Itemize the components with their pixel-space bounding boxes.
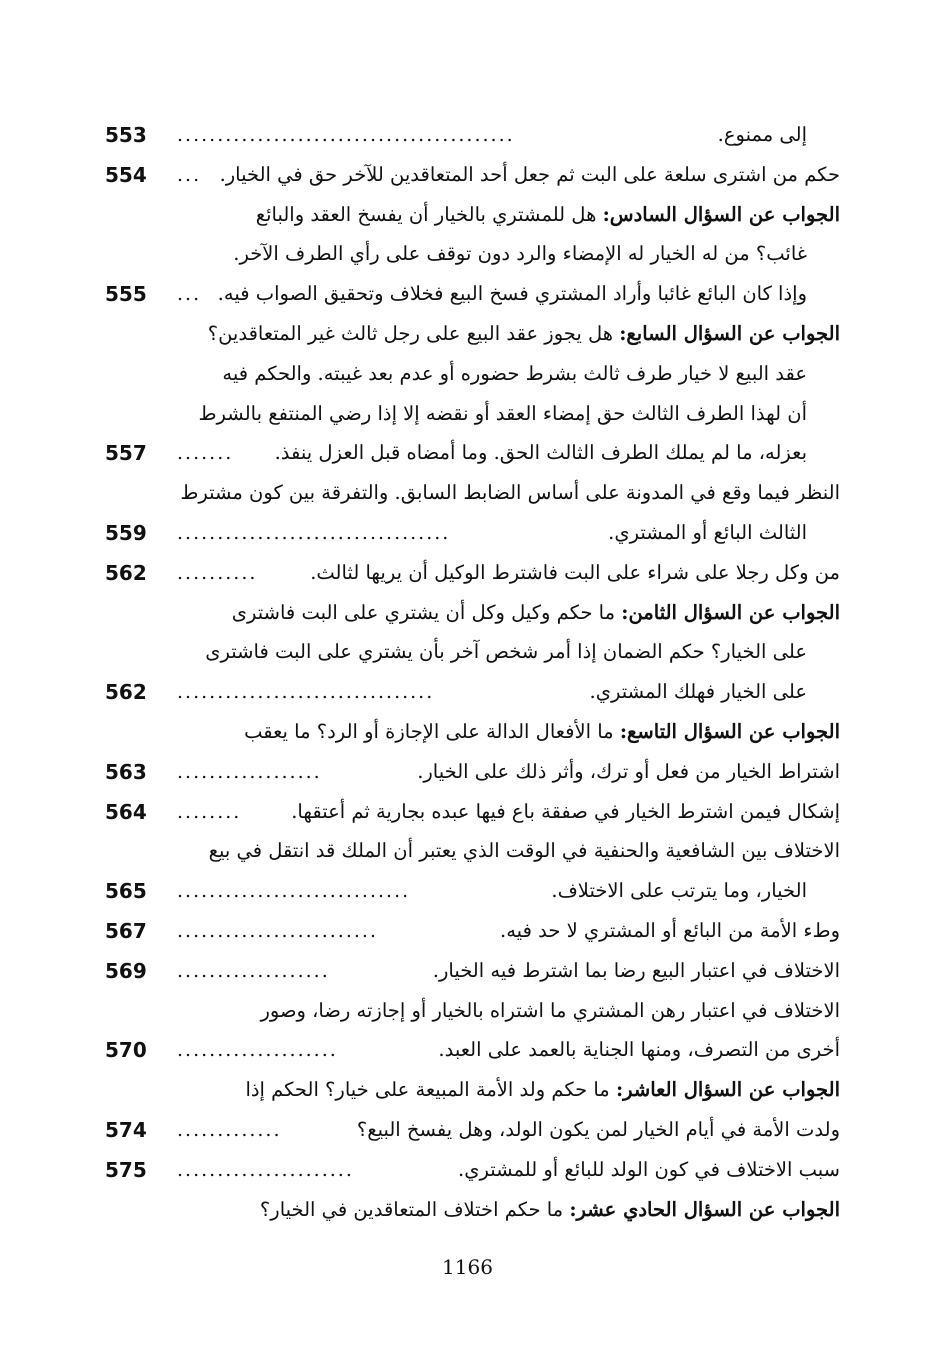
entry-body: النظر فيما وقع في المدونة على أساس الضابط السابق. والتفرقة بين كون مشترط [180,481,840,505]
index-entry [105,792,840,832]
index-entry [105,115,807,155]
entry-text [310,561,840,584]
index-entry [105,871,807,911]
index-entry [105,473,840,513]
index-entry [105,1110,840,1150]
index-entry [105,951,840,991]
index-entry [105,354,807,394]
entry-body: وإذا كان البائع غائبا وأراد المشتري فسخ البيع فخلاف وتحقيق الصواب فيه. [217,282,807,306]
entry-body: على الخيار فهلك المشتري. [589,680,807,704]
entry-body: على الخيار؟ حكم الضمان إذا أمر شخص آخر بأن يشتري على البت فاشترى [205,640,807,664]
entry-body: الاختلاف في اعتبار رهن المشتري ما اشتراه بالخيار أو إجازته رضا، وصور [260,998,840,1022]
entry-body: غائب؟ من له الخيار له الإمضاء والرد دون توقف على رأي الطرف الآخر. [233,242,807,266]
entry-body: ما الأفعال الدالة على الإجازة أو الرد؟ ما يعقب [244,720,620,743]
entry-text [500,919,840,942]
entry-text [245,1078,840,1101]
entry-text [590,680,807,703]
entry-body: ما حكم وكيل وكل أن يشتري على البت فاشترى [231,600,622,624]
entry-heading: الجواب عن السؤال الثامن: [621,600,840,624]
dot-leader: ......................... [177,920,378,942]
index-entry [105,752,840,792]
index-entry [105,1030,840,1070]
dot-leader: ................... [177,959,330,982]
index-entry [105,1070,840,1110]
entry-page-number: 564 [105,799,147,824]
entry-text [260,1198,840,1221]
entry-body: أن لهذا الطرف الثالث حق إمضاء العقد أو نقضه إلا إذا رضي المنتفع بالشرط [198,401,807,425]
index-entry [105,712,840,752]
entry-text [209,839,840,862]
entry-heading: الجواب عن السؤال السابع: [619,322,840,345]
dot-leader: .................................. [177,522,451,544]
index-entry [105,155,840,195]
entry-page-number: 557 [105,441,147,466]
entry-body: هل للمشتري بالخيار أن يفسخ العقد والبائع [255,202,603,226]
entry-text [275,441,807,464]
dot-leader: ............. [177,1119,282,1141]
entry-text [199,402,808,425]
entry-text [232,601,840,624]
entry-page-number: 562 [105,680,147,705]
entry-body: سبب الاختلاف في كون الولد للبائع أو للمشتري. [458,1157,840,1181]
entry-body: من وكل رجلا على شراء على البت فاشترط الوكيل أن يريها لثالث. [310,560,840,584]
entry-body: حكم من اشترى سلعة على البت ثم جعل أحد المتعاقدين للآخر حق في الخيار. [219,162,840,186]
entry-body: ما حكم اختلاف المتعاقدين في الخيار؟ [259,1197,570,1221]
entry-body: وطء الأمة من البائع أو المشتري لا حد فيه. [500,919,840,942]
index-entry [105,1150,840,1190]
index-entry [105,672,807,712]
index-entry [105,911,840,951]
index-entry [105,593,840,633]
entry-page-number: 574 [105,1118,147,1142]
entry-text [220,163,840,186]
entry-heading: الجواب عن السؤال الحادي عشر: [569,1197,840,1221]
entry-text [433,959,840,982]
index-entry [105,234,807,274]
entry-text [233,242,807,265]
entry-page-number: 563 [105,759,147,784]
entry-text [417,760,840,783]
entry-page-number: 554 [105,162,147,187]
entry-text [218,282,807,305]
entry-text [222,362,807,385]
dot-leader: ........ [177,800,242,823]
entry-page-number: 575 [105,1157,147,1182]
entry-heading: الجواب عن السؤال السادس: [602,202,840,226]
entry-text [718,123,807,146]
dot-leader: .................. [177,760,322,783]
dot-leader: ............................. [177,880,411,903]
dot-leader: ................................ [177,681,435,704]
entry-text [357,1118,840,1141]
entry-page-number: 553 [105,123,147,147]
entry-body: الاختلاف في اعتبار البيع رضا بما اشترط فيه الخيار. [432,958,840,982]
entry-page-number: 559 [105,521,147,545]
index-entry [105,1190,840,1230]
index-entry [105,553,840,593]
entry-page-number: 567 [105,919,147,943]
page-number: 1166 [442,1255,493,1279]
entry-body: إلى ممنوع. [717,123,807,146]
entry-body: الخيار، وما يترتب على الاختلاف. [551,879,807,903]
entry-text [208,322,840,345]
entry-heading: الجواب عن السؤال التاسع: [619,720,840,743]
entry-body: بعزله، ما لم يملك الطرف الثالث الحق. وما أمضاه قبل العزل ينفذ. [274,441,807,465]
entry-text [551,879,807,902]
entry-body: أخرى من التصرف، ومنها الجناية بالعمد على العبد. [438,1038,840,1062]
entry-body: ولدت الأمة في أيام الخيار لمن يكون الولد، وهل يفسخ البيع؟ [356,1118,840,1141]
index-entry [105,274,807,314]
entry-heading: الجواب عن السؤال العاشر: [615,1078,840,1102]
dot-leader: ... [177,283,202,306]
dot-leader: ....... [177,442,234,465]
entry-text [291,800,840,823]
dot-leader: .......................................... [177,124,515,146]
index-entry [105,831,840,871]
index-entry [105,314,840,354]
dot-leader: ... [177,163,202,186]
entry-text [458,1158,840,1181]
entry-body: ما حكم ولد الأمة المبيعة على خيار؟ الحكم إذا [245,1078,616,1102]
index-entry [105,513,807,553]
entry-page-number: 569 [105,958,147,983]
entry-text [256,203,840,226]
entry-text [180,481,840,504]
index-entry [105,991,840,1031]
entry-text [438,1038,840,1061]
dot-leader: .......... [177,561,258,584]
dot-leader: .................... [177,1039,338,1062]
entry-body: إشكال فيمن اشترط الخيار في صفقة باع فيها عبده بجارية ثم أعتقها. [291,799,840,823]
entry-body: اشتراط الخيار من فعل أو ترك، وأثر ذلك على الخيار. [417,759,840,783]
entry-text [244,720,840,743]
entry-text [608,521,807,544]
entry-body: الاختلاف بين الشافعية والحنفية في الوقت الذي يعتبر أن الملك قد انتقل في بيع [208,839,840,863]
index-entry [105,394,807,434]
entry-text [260,999,840,1022]
entry-text [205,640,807,663]
index-entry [105,195,840,235]
entry-page-number: 565 [105,879,147,904]
entry-body: هل يجوز عقد البيع على رجل ثالث غير المتعاقدين؟ [207,322,620,345]
entry-page-number: 570 [105,1038,147,1063]
entry-body: الثالث البائع أو المشتري. [608,521,807,544]
entry-page-number: 562 [105,560,147,585]
entry-page-number: 555 [105,282,147,307]
index-entry [105,433,807,473]
entry-body: عقد البيع لا خيار طرف ثالث بشرط حضوره أو عدم بعد غيبته. والحكم فيه [222,361,807,385]
dot-leader: ...................... [177,1158,354,1181]
index-entry [105,632,807,672]
